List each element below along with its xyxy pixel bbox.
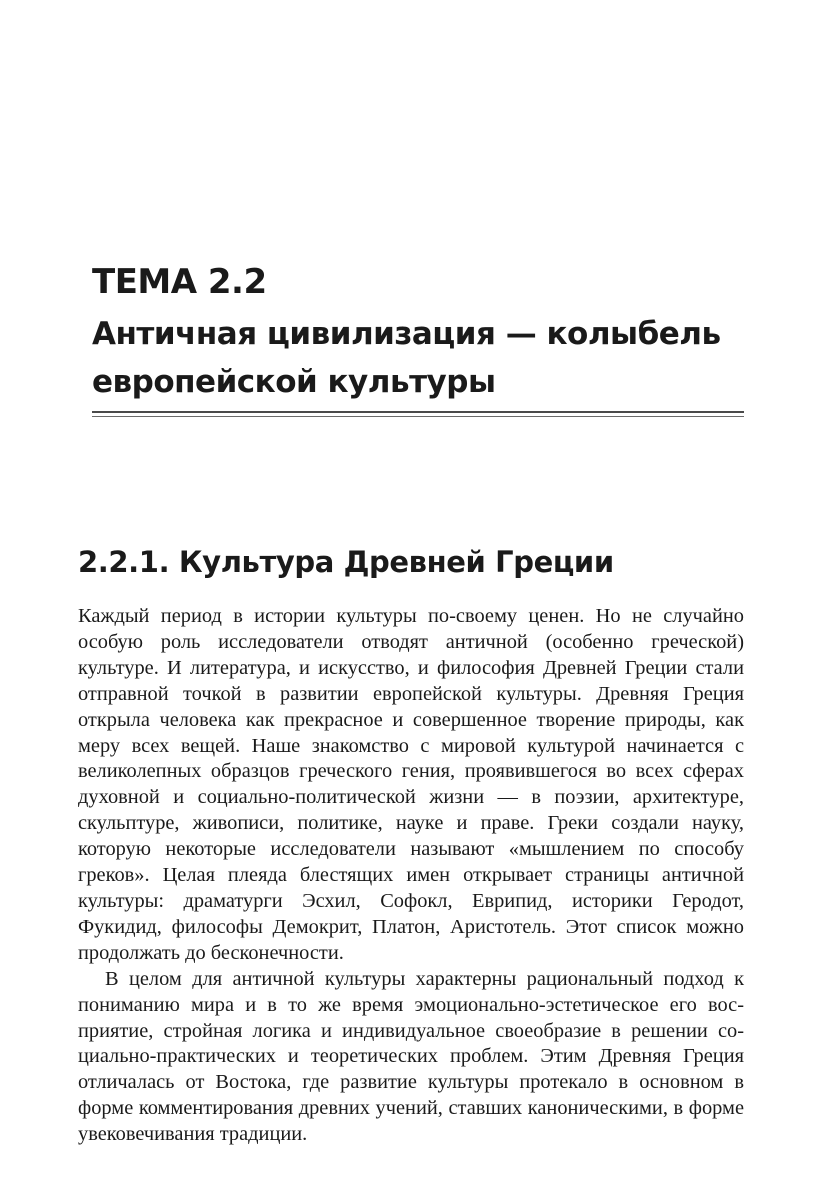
chapter-label: ТЕМА 2.2 — [92, 262, 267, 302]
chapter-header — [92, 258, 752, 406]
paragraph-2: В целом для античной культуры характерны рациональный подход к пониманию мира и в то же время эмоционально-эстетическое его восприятие, стройная логика и индивидуальное своеобразие в решении социально-практических и теоретических проблем. Этим Древняя Греция отличалась от Востока, где развитие культуры протекало в основном в форме комментирования древних учений, ставших каноническими, в форме увековечивания традиции. — [78, 967, 744, 1146]
chapter-rule-thin — [92, 416, 744, 417]
paragraph-1: Каждый период в истории культуры по-своему ценен. Но не случайно особую роль исследователи отводят античной (особенно греческой) культуре. И литература, и искусство, и философия Древней Греции стали отправной точкой в развитии европейской культуры. Древняя Греция открыла человека как прекрасное и совершенное творение природы, как меру всех вещей. Наше знакомство с мировой культурой начинается с великолепных образцов греческого гения, проявившегося во всех сферах духовной и социально-политической жизни — в поэзии, архитектуре, скульптуре, живописи, политике, науке и праве. Греки создали науку, которую некоторые исследователи называют «мышлением по способу греков». Целая плеяда блестящих имен открывает страницы античной культуры: драматурги Эсхил, Софокл, Еврипид, историки Геродот, Фукидид, философы Демокрит, Платон, Аристотель. Этот список можно продолжать до бесконечности. — [78, 605, 744, 964]
chapter-rule-thick — [92, 411, 744, 413]
body-text — [78, 604, 744, 1148]
chapter-title: Античная цивилизация — колыбель европейской культуры — [92, 316, 721, 400]
section-heading: 2.2.1. Культура Древней Греции — [78, 545, 614, 579]
